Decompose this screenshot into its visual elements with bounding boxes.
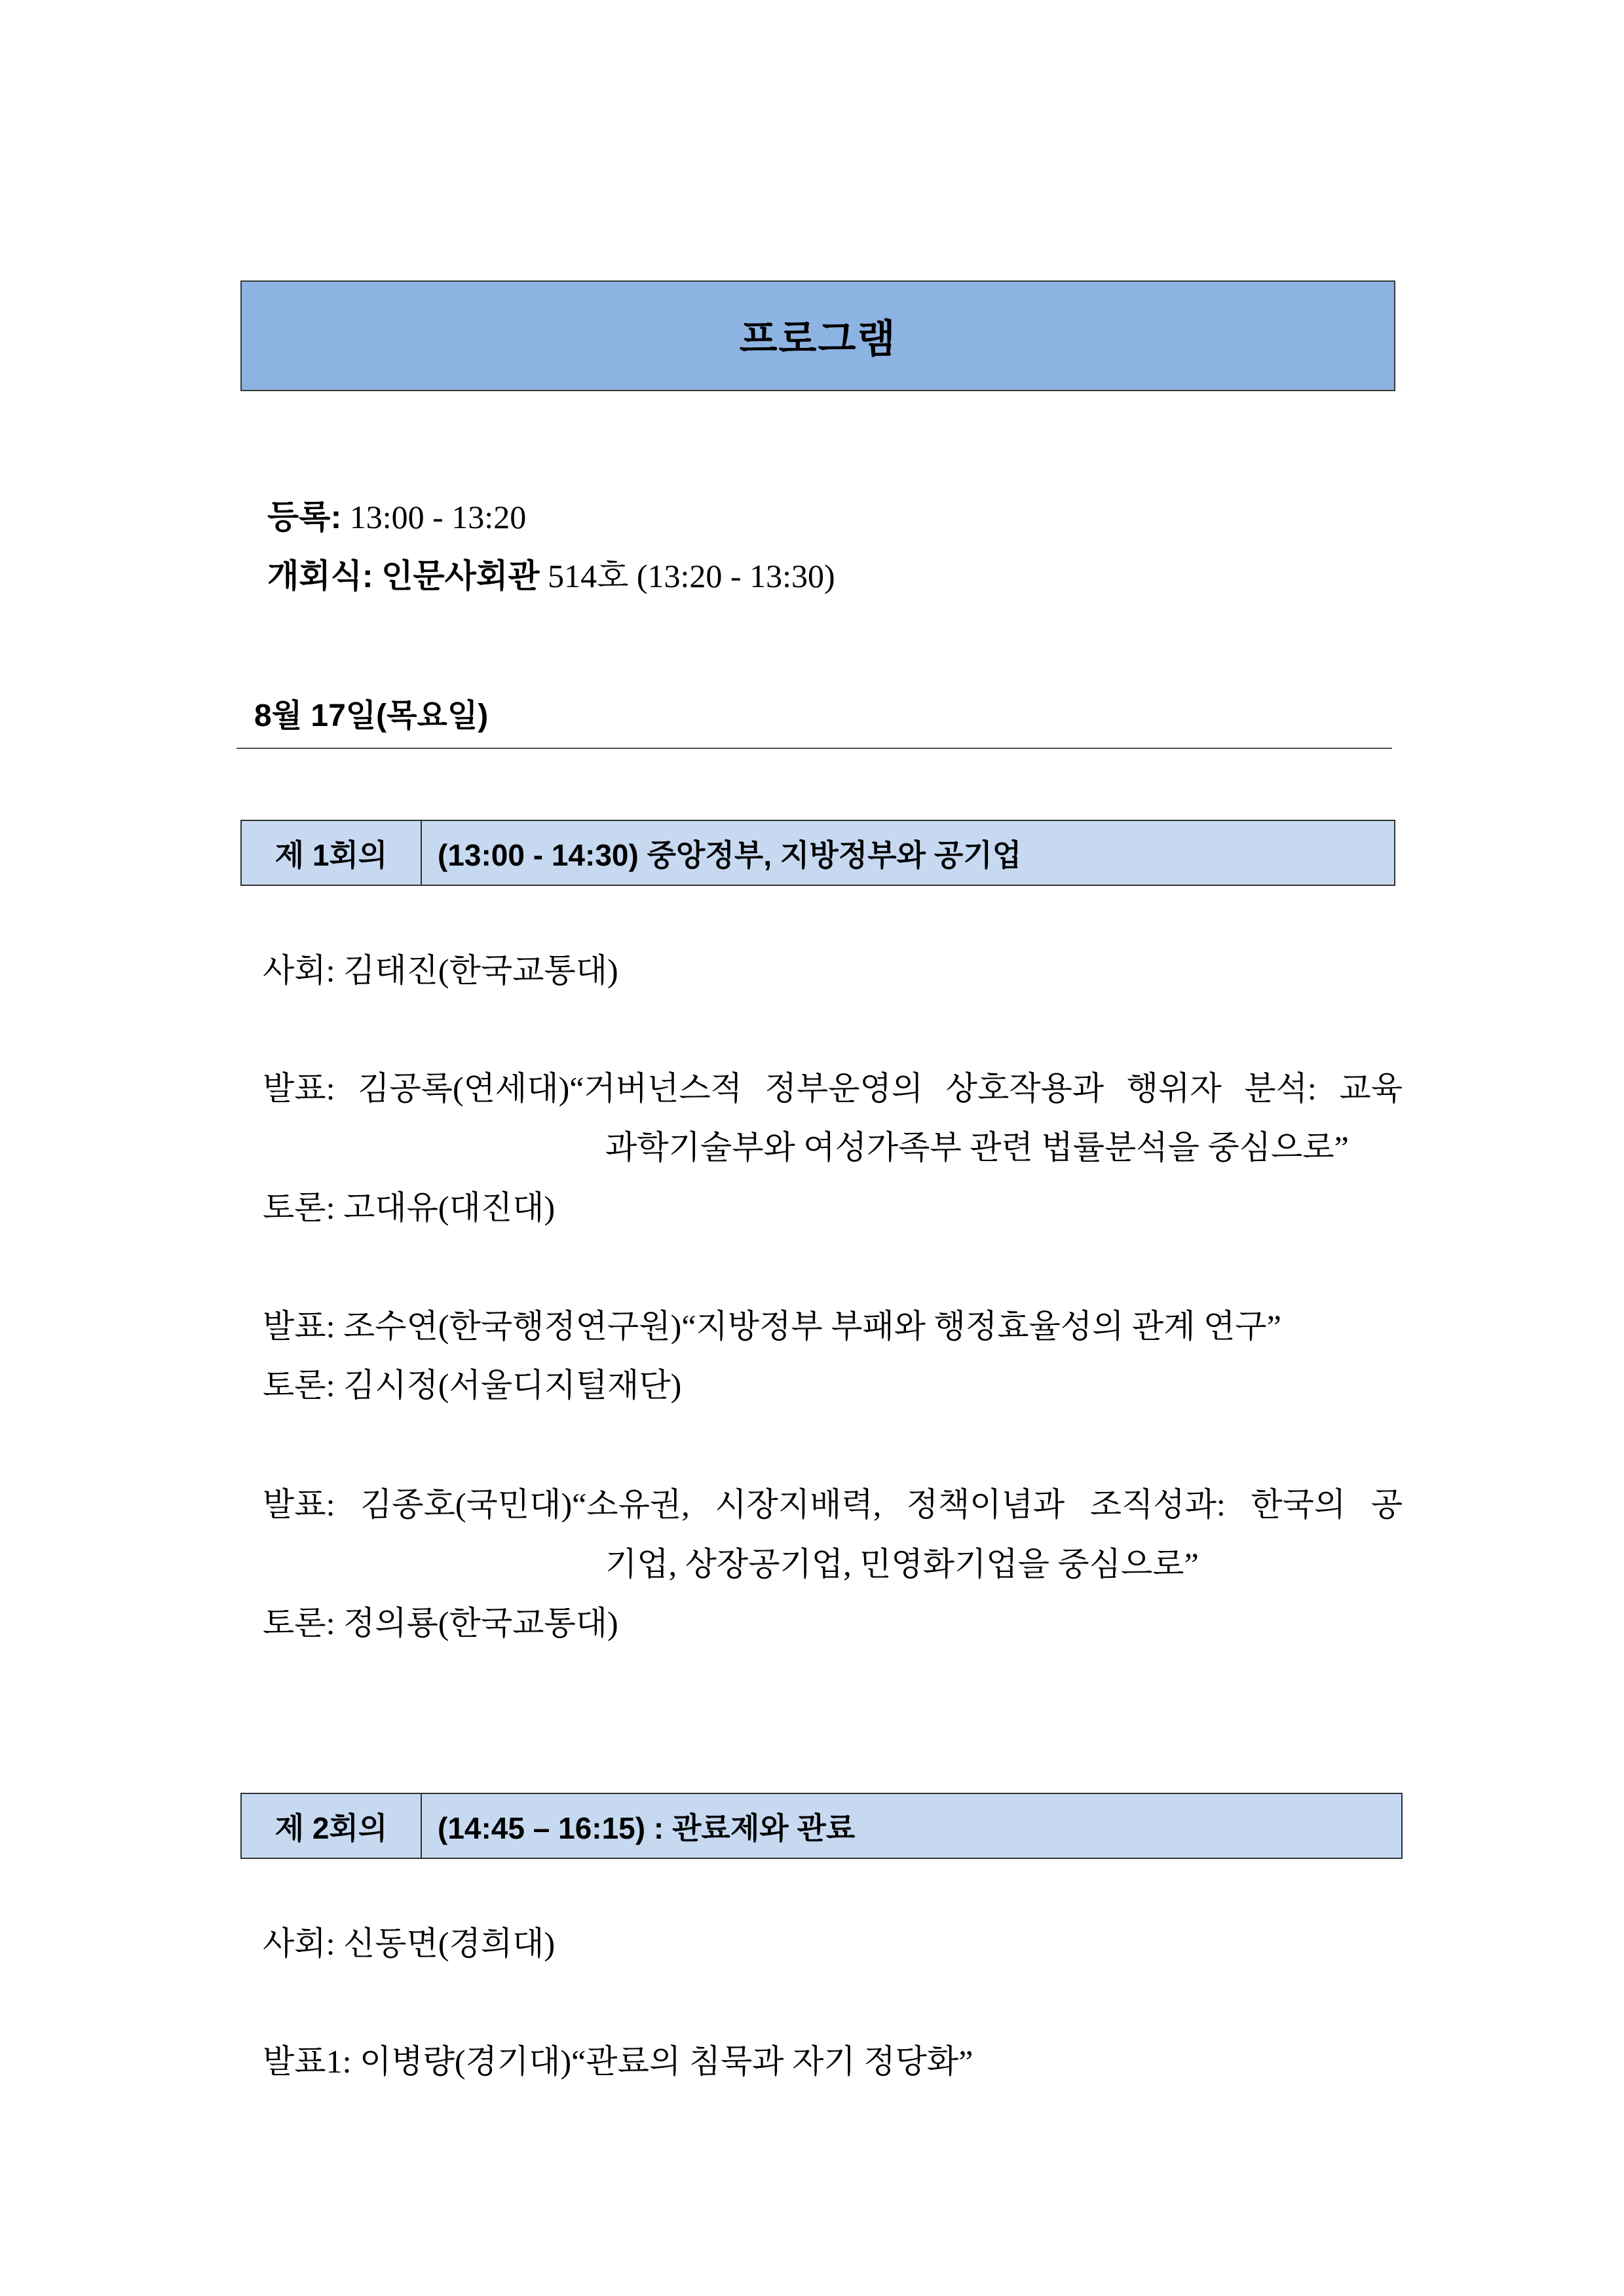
talk-1-presentation-line (263, 1069, 1403, 1108)
opening-ceremony-venue: 인문사회관 (381, 558, 540, 594)
moderator-name: 김태진(한국교통대) (343, 952, 618, 989)
session-1-header (240, 820, 1395, 886)
paper-title: “소유권, 시장지배력, 정책이념과 조직성과: 한국의 공 (572, 1486, 1403, 1523)
presenter-label: 발표: (263, 1486, 335, 1523)
opening-ceremony-room: 514호 (548, 558, 629, 594)
moderator-label: 사회: (263, 1925, 335, 1962)
presenter-name: 조수연(한국행정연구원) (343, 1308, 682, 1345)
session-1-moderator-line (263, 951, 618, 990)
talk-3-discussant-line (263, 1603, 618, 1643)
registration-label: 등록: (267, 499, 342, 535)
opening-ceremony-label: 개회식: (267, 558, 373, 594)
talk-1-discussant-line (263, 1188, 555, 1227)
discussant-label: 토론: (263, 1189, 335, 1226)
session-1-title: (13:00 - 14:30) 중앙정부, 지방정부와 공기업 (438, 837, 1022, 872)
session-2-label: 제 2회의 (242, 1794, 422, 1858)
presenter-label: 발표: (263, 1070, 335, 1107)
talk-2-presentation-line (263, 1307, 1281, 1346)
paper-title: “관료의 침묵과 자기 정당화” (571, 2043, 973, 2080)
moderator-name: 신동면(경희대) (343, 1925, 556, 1962)
program-title-box (240, 280, 1395, 391)
talk-3-title-continuation: 기업, 상장공기업, 민영화기업을 중심으로” (605, 1546, 1199, 1582)
opening-ceremony-time: (13:20 - 13:30) (636, 558, 835, 594)
session-2-title: (14:45 – 16:15) : 관료제와 관료 (438, 1810, 856, 1845)
presenter-name: 이병량(경기대) (360, 2043, 572, 2080)
moderator-label: 사회: (263, 952, 335, 989)
program-title: 프로그램 (739, 316, 897, 361)
session-2-talk-1-presentation-line (263, 2042, 973, 2081)
presenter-label: 발표: (263, 1308, 335, 1345)
session-2-header (240, 1793, 1403, 1859)
paper-title: “지방정부 부패와 행정효율성의 관계 연구” (681, 1308, 1281, 1345)
discussant-name: 고대유(대진대) (343, 1189, 556, 1226)
presenter-label: 발표1: (263, 2043, 352, 2080)
talk-1-title-continuation: 과학기술부와 여성가족부 관련 법률분석을 중심으로” (605, 1129, 1349, 1166)
opening-ceremony-line (267, 556, 835, 596)
registration-line (267, 497, 526, 537)
discussant-label: 토론: (263, 1367, 335, 1404)
discussant-label: 토론: (263, 1605, 335, 1641)
talk-3-presentation-line (263, 1485, 1403, 1524)
day-heading: 8월 17일(목요일) (254, 698, 489, 733)
discussant-name: 김시정(서울디지털재단) (343, 1367, 682, 1404)
presenter-name: 김종호(국민대) (360, 1486, 573, 1523)
paper-title: “거버넌스적 정부운영의 상호작용과 행위자 분석: 교육 (569, 1070, 1403, 1107)
registration-time: 13:00 - 13:20 (349, 499, 527, 535)
session-1-label: 제 1회의 (242, 821, 422, 885)
session-2-moderator-line (263, 1924, 555, 1963)
discussant-name: 정의룡(한국교통대) (343, 1605, 618, 1641)
talk-2-discussant-line (263, 1366, 681, 1405)
day-heading-divider (236, 748, 1392, 749)
presenter-name: 김공록(연세대) (358, 1070, 570, 1107)
